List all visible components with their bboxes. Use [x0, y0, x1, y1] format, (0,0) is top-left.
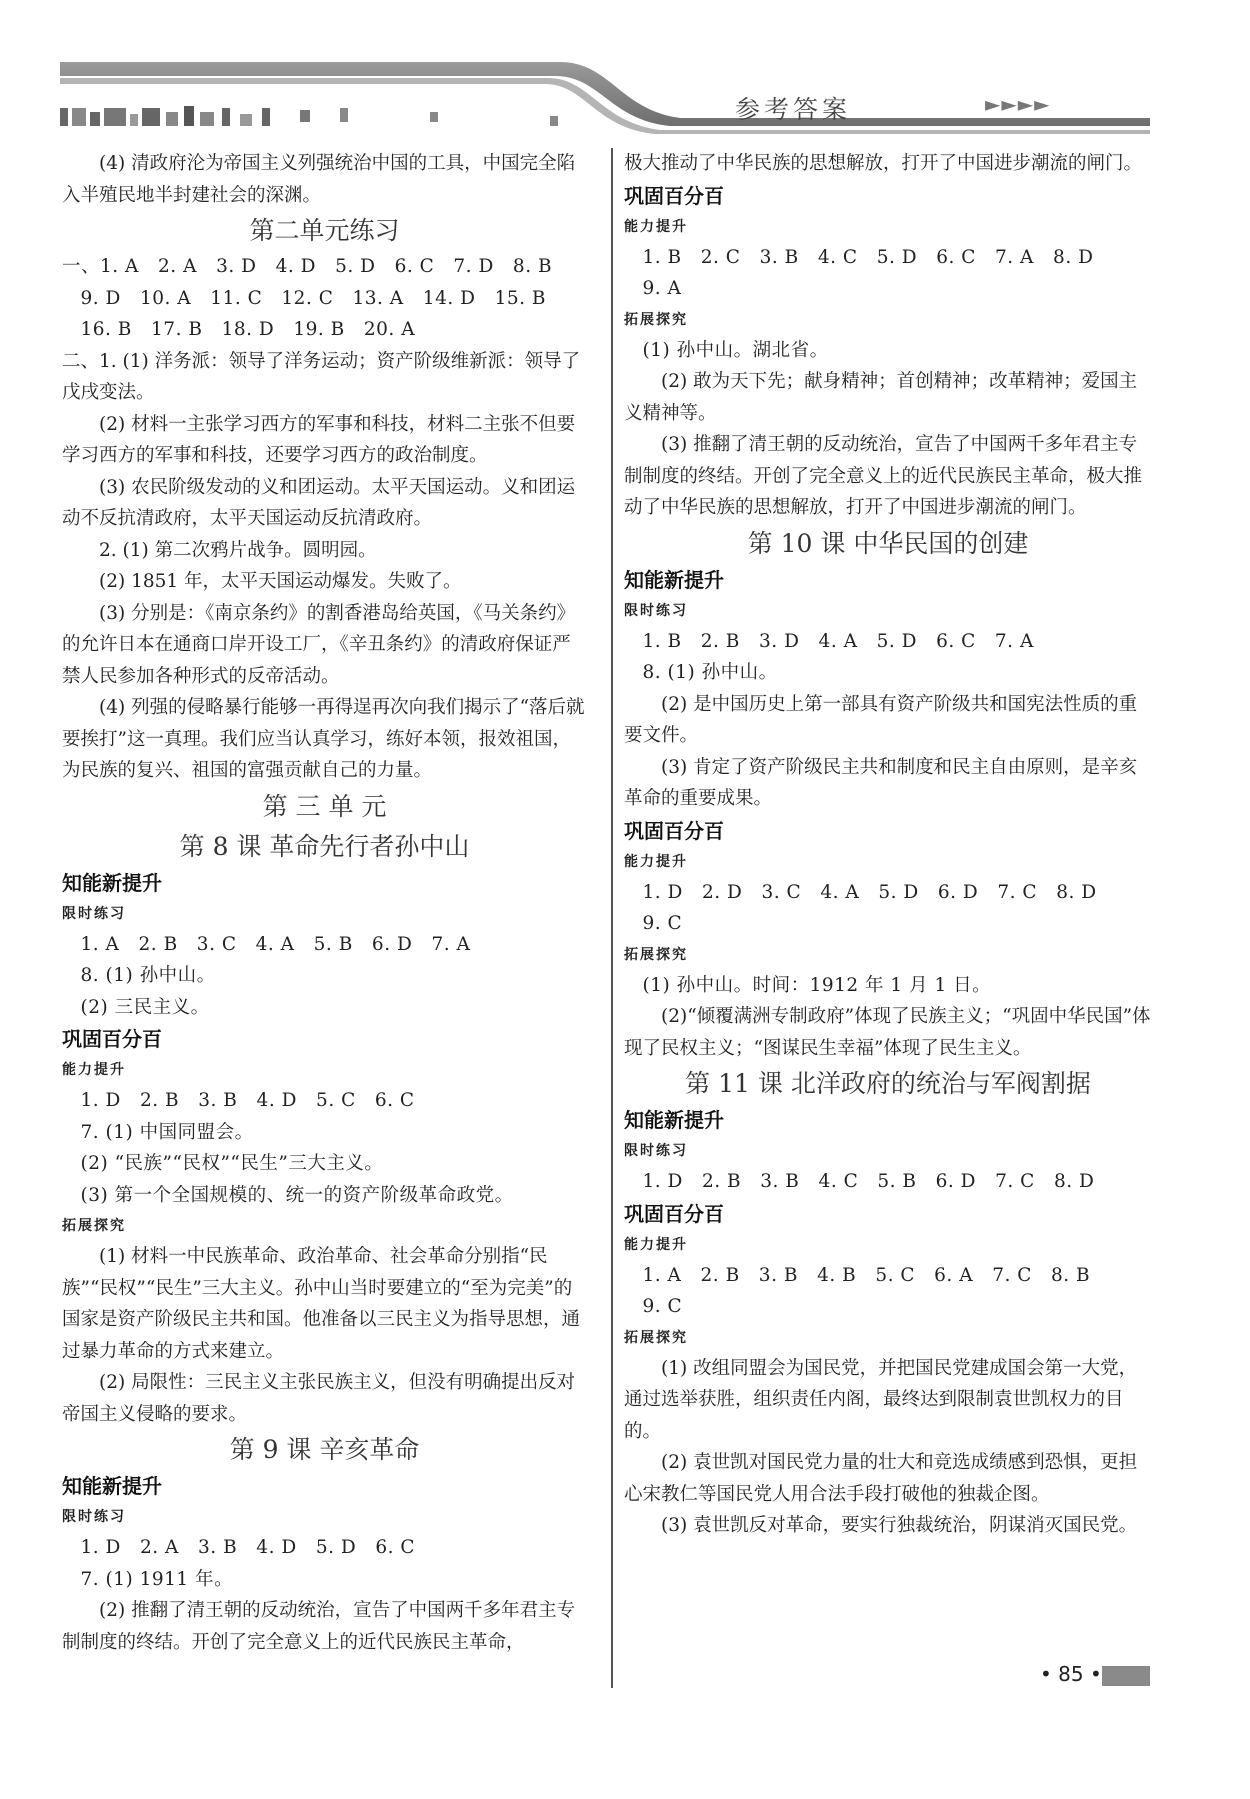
answer-paragraph: (2) 敢为天下先；献身精神；首创精神；改革精神；爱国主义精神等。 [624, 371, 1138, 424]
answer-row: (1) 孙中山。湖北省。 [642, 339, 829, 361]
answer-row: 1. A 2. B 3. C 4. A 5. B 6. D 7. A [80, 933, 471, 955]
exercise-label: 能力提升 [624, 853, 688, 870]
arrows-icon: ►►►► [985, 92, 1051, 116]
column-divider [611, 148, 613, 1688]
answer-paragraph: (4) 列强的侵略暴行能够一再得逞再次向我们揭示了“落后就要挨打”这一真理。我们应当认真学习，练好本领，报效祖国，为民族的复兴、祖国的富强贡献自己的力量。 [62, 697, 585, 781]
exercise-label: 拓展探究 [624, 311, 688, 328]
subsection-title: 巩固百分百 [624, 183, 724, 208]
answer-row: 1. B 2. C 3. B 4. C 5. D 6. C 7. A 8. D [642, 246, 1094, 268]
answer-row: 9. C [642, 913, 683, 934]
answer-paragraph: (3) 分别是：《南京条约》的割香港岛给英国，《马关条约》的允许日本在通商口岸开设工厂，《辛丑条约》的清政府保证严禁人民参加各种形式的反帝活动。 [62, 602, 576, 687]
page-number: • 85 • [1040, 1662, 1102, 1686]
answer-row: 9. A [642, 278, 682, 299]
answer-paragraph: (3) 肯定了资产阶级民主共和制度和民主自由原则，是辛亥革命的重要成果。 [624, 756, 1138, 809]
answer-row: 1. A 2. B 3. B 4. B 5. C 6. A 7. C 8. B [642, 1264, 1091, 1286]
answer-row: 1. D 2. B 3. B 4. D 5. C 6. C [80, 1090, 415, 1111]
subsection-title: 知能新提升 [62, 870, 162, 895]
answer-row: 1. D 2. A 3. B 4. D 5. D 6. C [80, 1537, 416, 1558]
answer-row: 8. (1) 孙中山。 [80, 965, 216, 986]
header-title: 参考答案 [735, 95, 852, 124]
section-heading: 第二单元练习 [249, 216, 400, 245]
answer-paragraph: (2) 袁世凯对国民党力量的壮大和竞选成绩感到恐惧，更担心宋教仁等国民党人用合法手段打破他的独裁企图。 [624, 1452, 1138, 1505]
answer-row: (2) “民族”“民权”“民生”三大主义。 [80, 1153, 384, 1174]
page-number-tab [1102, 1666, 1150, 1686]
exercise-label: 限时练习 [624, 1143, 688, 1159]
answer-paragraph: (3) 推翻了清王朝的反动统治，宣告了中国两千多年君主专制制度的终结。开创了完全意义上的近代民族民主革命，极大推动了中华民族的思想解放，打开了中国进步潮流的闸门。 [624, 434, 1143, 518]
answer-paragraph: (2) 是中国历史上第一部具有资产阶级共和国宪法性质的重要文件。 [624, 693, 1138, 746]
section-heading: 第 8 课 革命先行者孙中山 [179, 831, 470, 861]
exercise-label: 拓展探究 [62, 1218, 126, 1234]
answer-paragraph: (1) 材料一中民族革命、政治革命、社会革命分别指“民族”“民权”“民生”三大主义。孙中山当时要建立的“至为完美”的国家是资产阶级民主共和国。他准备以三民主义为指导思想，通过暴力革命的方式来建立。 [62, 1246, 581, 1362]
subsection-title: 巩固百分百 [624, 818, 724, 843]
subsection-title: 知能新提升 [624, 1108, 724, 1132]
subsection-title: 知能新提升 [624, 567, 724, 592]
right-column [624, 148, 1152, 1542]
answer-row: (3) 第一个全国规模的、统一的资产阶级革命政党。 [80, 1184, 514, 1206]
answer-paragraph: (2)“倾覆满洲专制政府”体现了民族主义；“巩固中华民国”体现了民权主义；“图谋民生幸福”体现了民生主义。 [624, 1006, 1151, 1059]
exercise-label: 能力提升 [62, 1062, 126, 1078]
section-heading: 第 11 课 北洋政府的统治与军阀割据 [685, 1069, 1091, 1098]
answer-paragraph: 二、1. (1) 洋务派：领导了洋务运动；资产阶级维新派：领导了戊戌变法。 [62, 350, 581, 403]
answer-paragraph: (3) 袁世凯反对革命，要实行独裁统治，阴谋消灭国民党。 [661, 1515, 1138, 1536]
answer-row: (2) 三民主义。 [80, 996, 210, 1018]
page-header [0, 0, 1250, 140]
exercise-label: 能力提升 [624, 218, 688, 235]
exercise-label: 拓展探究 [624, 946, 688, 963]
subsection-title: 巩固百分百 [624, 1201, 724, 1226]
exercise-label: 能力提升 [624, 1236, 688, 1253]
answer-paragraph: 2. (1) 第二次鸦片战争。圆明园。 [99, 539, 377, 561]
answer-paragraph: (2) 推翻了清王朝的反动统治，宣告了中国两千多年君主专制制度的终结。开创了完全意义上的近代民族民主革命， [62, 1600, 576, 1653]
answer-row: 9. C [642, 1296, 683, 1317]
section-heading: 第 9 课 辛亥革命 [229, 1435, 420, 1464]
answer-paragraph: (4) 清政府沦为帝国主义列强统治中国的工具，中国完全陷入半殖民地半封建社会的深渊。 [62, 153, 576, 206]
answer-row: (1) 孙中山。时间：1912 年 1 月 1 日。 [642, 974, 992, 996]
answer-row: 16. B 17. B 18. D 19. B 20. A [80, 319, 416, 340]
answer-row: 1. D 2. B 3. B 4. C 5. B 6. D 7. C 8. D [642, 1171, 1095, 1192]
answer-paragraph: (1) 改组同盟会为国民党，并把国民党建成国会第一大党，通过选举获胜，组织责任内阁，最终达到限制袁世凯权力的目的。 [624, 1357, 1138, 1442]
answer-row: 7. (1) 1911 年。 [80, 1568, 234, 1590]
exercise-label: 限时练习 [62, 905, 126, 922]
answer-row: 1. D 2. D 3. C 4. A 5. D 6. D 7. C 8. D [642, 881, 1097, 903]
exercise-label: 限时练习 [62, 1509, 126, 1525]
left-column [62, 148, 587, 1658]
section-heading: 第 10 课 中华民国的创建 [747, 528, 1029, 558]
header-banner-graphic [0, 0, 1250, 140]
answer-paragraph: 极大推动了中华民族的思想解放，打开了中国进步潮流的闸门。 [624, 153, 1143, 174]
exercise-label: 拓展探究 [624, 1329, 688, 1346]
answer-paragraph: (3) 农民阶级发动的义和团运动。太平天国运动。义和团运动不反抗清政府，太平天国运动反抗清政府。 [62, 476, 576, 529]
subsection-title: 知能新提升 [62, 1474, 162, 1498]
answer-paragraph: (2) 局限性：三民主义主张民族主义，但没有明确提出反对帝国主义侵略的要求。 [62, 1372, 576, 1425]
answer-row: 1. B 2. B 3. D 4. A 5. D 6. C 7. A [642, 630, 1034, 652]
section-heading: 第 三 单 元 [262, 791, 387, 821]
subsection-title: 巩固百分百 [62, 1027, 162, 1051]
answer-paragraph: (2) 1851 年，太平天国运动爆发。失败了。 [99, 571, 462, 592]
exercise-label: 限时练习 [624, 602, 688, 619]
answer-paragraph: (2) 材料一主张学习西方的军事和科技，材料二主张不但要学习西方的军事和科技，还要学习西方的政治制度。 [62, 413, 576, 466]
answer-row: 9. D 10. A 11. C 12. C 13. A 14. D 15. B [80, 287, 546, 309]
answer-row: 一、1. A 2. A 3. D 4. D 5. D 6. C 7. D 8. B [62, 256, 553, 277]
answer-row: 8. (1) 孙中山。 [642, 662, 778, 683]
answer-row: 7. (1) 中国同盟会。 [80, 1121, 254, 1143]
